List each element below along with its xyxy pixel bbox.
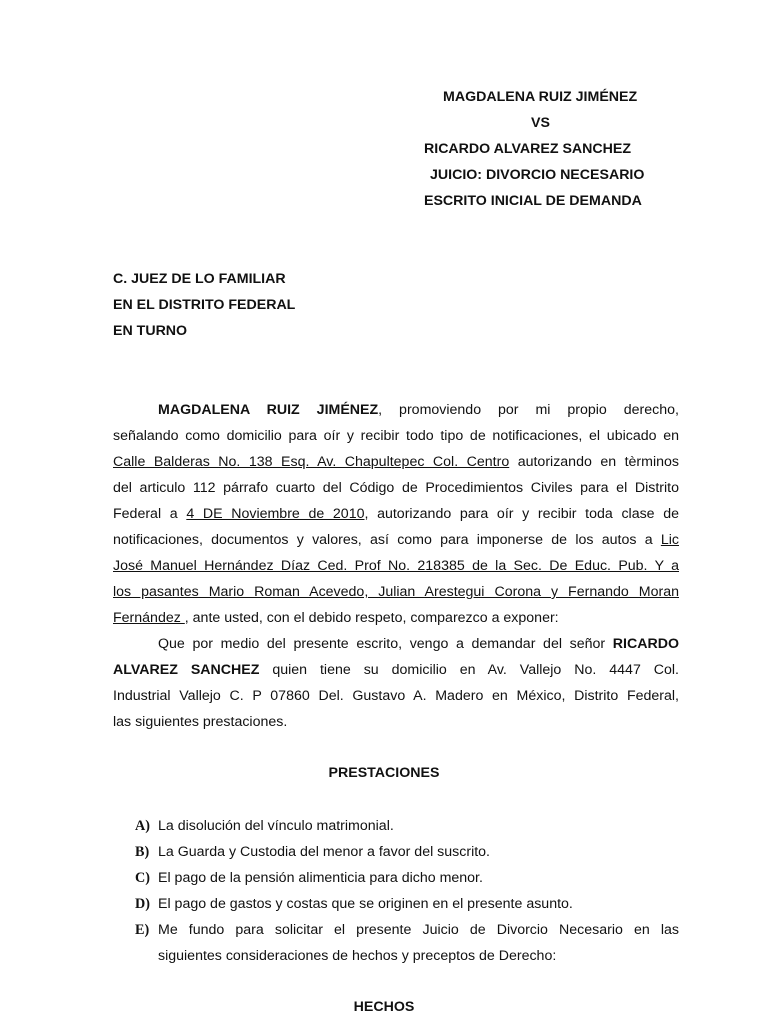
defendant-name: RICARDO ALVAREZ SANCHEZ bbox=[424, 141, 632, 157]
item-letter: A) bbox=[135, 818, 150, 834]
prestacion-item-e-continuation: siguientes consideraciones de hechos y preceptos de Derecho: bbox=[158, 948, 557, 964]
body-text: quien tiene su domicilio en Av. Vallejo No. 4447 Col. bbox=[259, 662, 679, 678]
case-type: JUICIO: DIVORCIO NECESARIO bbox=[430, 167, 645, 183]
plaintiff-name-inline: MAGDALENA RUIZ JIMÉNEZ bbox=[158, 402, 379, 418]
defendant-surname-inline: ALVAREZ SANCHEZ bbox=[113, 662, 260, 678]
body-text: Que por medio del presente escrito, vengo a demandar del señor bbox=[158, 636, 613, 652]
body-text: notificaciones, documentos y valores, así como para imponerse de los autos a bbox=[113, 532, 661, 548]
document-type: ESCRITO INICIAL DE DEMANDA bbox=[424, 193, 642, 209]
lawyer-underlined: Lic bbox=[660, 532, 679, 548]
item-text: La disolución del vínculo matrimonial. bbox=[158, 818, 394, 834]
body-p2-line-2 bbox=[113, 662, 679, 678]
defendant-name-inline: RICARDO bbox=[612, 636, 679, 652]
body-text: autorizando en tèrminos bbox=[509, 454, 679, 470]
body-line-1 bbox=[158, 402, 679, 418]
item-letter: B) bbox=[135, 844, 150, 860]
body-text: , promoviendo por mi propio derecho, bbox=[378, 402, 679, 418]
body-p2-line-3: Industrial Vallejo C. P 07860 Del. Gustavo A. Madero en México, Distrito Federal, bbox=[113, 688, 679, 704]
addressee-line-2: EN EL DISTRITO FEDERAL bbox=[113, 297, 296, 313]
body-p2-line-1 bbox=[158, 636, 679, 652]
prestacion-item-e bbox=[135, 922, 679, 939]
body-line-9 bbox=[113, 610, 679, 626]
item-letter: E) bbox=[135, 922, 150, 938]
prestacion-item-b bbox=[135, 844, 490, 861]
item-letter: C) bbox=[135, 870, 150, 886]
prestaciones-heading: PRESTACIONES bbox=[328, 765, 440, 781]
item-text: La Guarda y Custodia del menor a favor del suscrito. bbox=[158, 844, 490, 860]
item-letter: D) bbox=[135, 896, 150, 912]
date-underlined: 4 DE Noviembre de 2010 bbox=[186, 506, 365, 522]
versus-label: VS bbox=[531, 115, 550, 131]
item-text: El pago de la pensión alimenticia para dicho menor. bbox=[158, 870, 483, 886]
body-line-8: los pasantes Mario Roman Acevedo, Julian Arestegui Corona y Fernando Moran bbox=[113, 584, 679, 600]
body-text: Federal a bbox=[113, 506, 187, 522]
body-text: , autorizando para oír y recibir toda clase de bbox=[364, 506, 679, 522]
body-line-7: José Manuel Hernández Díaz Ced. Prof No. 218385 de la Sec. De Educ. Pub. Y a bbox=[113, 558, 679, 574]
body-line-5 bbox=[113, 506, 679, 522]
prestacion-item-c bbox=[135, 870, 483, 887]
body-line-2: señalando como domicilio para oír y recibir todo tipo de notificaciones, el ubicado en bbox=[113, 428, 679, 444]
name-underlined: Fernández bbox=[113, 610, 185, 626]
addressee-line-3: EN TURNO bbox=[113, 323, 188, 339]
address-underlined: Calle Balderas No. 138 Esq. Av. Chapultepec Col. Centro bbox=[113, 454, 510, 470]
body-p2-line-4: las siguientes prestaciones. bbox=[113, 714, 288, 730]
item-text: El pago de gastos y costas que se originen en el presente asunto. bbox=[158, 896, 573, 912]
body-line-3 bbox=[113, 454, 679, 470]
prestacion-item-a bbox=[135, 818, 394, 835]
body-line-4: del articulo 112 párrafo cuarto del Código de Procedimientos Civiles para el Distrito bbox=[113, 480, 679, 496]
plaintiff-name: MAGDALENA RUIZ JIMÉNEZ bbox=[443, 89, 638, 105]
addressee-line-1: C. JUEZ DE LO FAMILIAR bbox=[113, 271, 286, 287]
body-text: , ante usted, con el debido respeto, comparezco a exponer: bbox=[184, 610, 559, 626]
body-line-6 bbox=[113, 532, 679, 548]
item-text: Me fundo para solicitar el presente Juicio de Divorcio Necesario en las bbox=[158, 922, 679, 938]
hechos-heading: HECHOS bbox=[353, 999, 415, 1015]
prestacion-item-d bbox=[135, 896, 573, 913]
